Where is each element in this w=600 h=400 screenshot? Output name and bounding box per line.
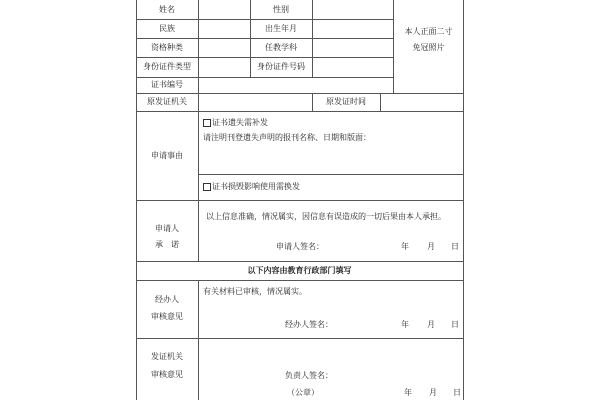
photo-placeholder-line1: 本人正面二寸 [404,27,453,36]
subject-field[interactable] [313,39,392,56]
photo-placeholder-line2: 免冠照片 [412,43,445,52]
damaged-checkbox[interactable] [203,183,211,191]
handler-signature-label: 经办人签名： [285,320,333,329]
handler-label-line2: 审核意见 [151,312,183,321]
handler-day: 日 [451,320,459,329]
row-line-7 [136,200,464,201]
qualification-type-field[interactable] [199,39,249,56]
issuing-authority-field[interactable] [199,94,311,110]
label-column-divider-lower [198,280,199,400]
row-line-10 [136,338,464,339]
authority-review-field[interactable] [203,342,459,366]
row-line-6 [136,111,464,112]
row-line-9 [136,280,464,281]
authority-label-line1: 发证机关 [151,352,183,361]
reason-detail-field[interactable] [203,146,459,170]
pledge-label-line2: 承 诺 [155,240,179,249]
issue-time-field[interactable] [381,94,463,110]
lost-option-label: 证书遗失需补发 [212,118,268,127]
issue-time-label: 原发证时间 [326,97,366,106]
subject-label: 任教学科 [265,43,297,52]
handler-month: 月 [427,320,435,329]
cert-number-field[interactable] [199,78,392,92]
handler-label-line1: 经办人 [155,295,179,304]
reason-label: 申请事由 [151,151,183,160]
admin-section-header: 以下内容由教育行政部门填写 [247,266,352,275]
authority-signature-field[interactable] [339,369,399,381]
gender-label: 性别 [273,5,289,14]
authority-day: 日 [453,388,461,397]
birth-date-field[interactable] [313,20,392,37]
handler-year: 年 [401,320,409,329]
id-number-label: 身份证件号码 [257,62,305,71]
authority-month: 月 [429,388,437,397]
qualification-type-label: 资格种类 [151,43,183,52]
gender-field[interactable] [313,1,392,18]
pledge-label-line1: 申请人 [155,224,179,233]
reason-instruction: 请注明刊登遗失声明的报刊名称、日期和版面： [203,133,371,142]
authority-signature-label: 负责人签名： [285,371,333,380]
pledge-year: 年 [401,242,409,251]
issuing-authority-label: 原发证机关 [147,97,187,106]
handler-signature-field[interactable] [339,318,394,330]
handler-review-text: 有关材料已审核，情况属实。 [203,287,307,296]
pledge-day: 日 [451,242,459,251]
pledge-text: 以上信息准确，情况属实，因信息有误造成的一切后果由本人承担。 [206,212,446,221]
pledge-month: 月 [427,242,435,251]
applicant-signature-field[interactable] [330,240,390,252]
id-type-field[interactable] [199,58,249,76]
applicant-signature-label: 申请人签名： [276,242,324,251]
name-label: 姓名 [159,5,175,14]
ethnicity-label: 民族 [159,24,175,33]
authority-year: 年 [404,388,412,397]
damaged-option-label: 证书损毁影响使用需换发 [212,182,300,191]
ethnicity-field[interactable] [199,20,249,37]
official-seal-label: （公章） [287,388,319,397]
row-line-8 [136,261,464,262]
birth-date-label: 出生年月 [265,24,297,33]
cert-number-label: 证书编号 [151,80,183,89]
name-field[interactable] [199,1,249,18]
authority-label-line2: 审核意见 [151,370,183,379]
lost-checkbox[interactable] [203,119,211,127]
reason-inner-line [198,174,464,175]
id-type-label: 身份证件类型 [143,62,191,71]
id-number-field[interactable] [313,58,392,76]
